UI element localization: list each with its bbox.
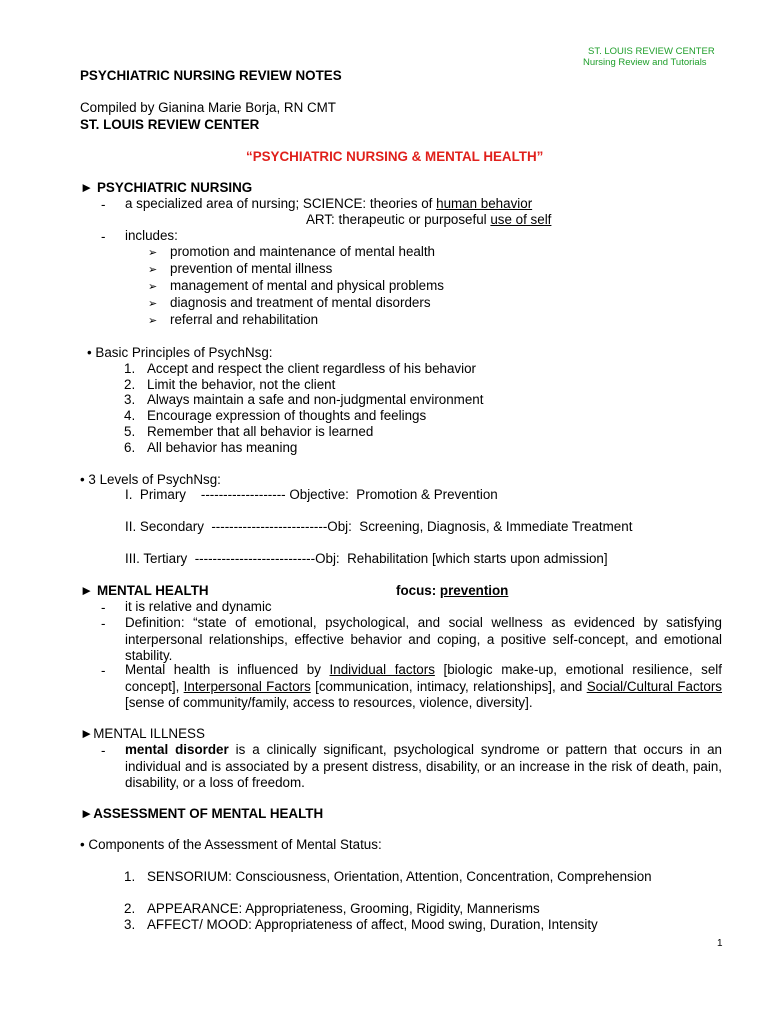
list-number: 1. <box>124 869 136 884</box>
influence-text: [sense of community/family, access to resources, violence, diversity]. <box>125 695 533 710</box>
includes-item: referral and rehabilitation <box>170 312 319 327</box>
dash-bullet: - <box>101 743 106 758</box>
level-item-tertiary: III. Tertiary ---------------------------Obj: Rehabilitation [which starts upon admission] <box>125 551 608 566</box>
individual-factors-term: Individual factors <box>329 662 435 677</box>
section-heading-assessment: ►ASSESSMENT OF MENTAL HEALTH <box>80 806 324 821</box>
social-cultural-factors-term: Social/Cultural Factors <box>586 678 722 694</box>
section-heading-mental-illness: ►MENTAL ILLNESS <box>80 726 205 741</box>
includes-label: includes: <box>125 228 178 243</box>
focus-label <box>396 583 508 599</box>
dash-bullet: - <box>101 229 106 244</box>
includes-item: diagnosis and treatment of mental disorders <box>170 295 431 310</box>
dash-bullet: - <box>101 663 106 678</box>
dash-bullet: - <box>101 616 106 631</box>
principle-item: Encourage expression of thoughts and feelings <box>147 408 427 423</box>
assessment-item-appearance: APPEARANCE: Appropriateness, Grooming, Rigidity, Mannerisms <box>147 901 540 916</box>
list-number: 6. <box>124 440 136 455</box>
arrow-bullet-icon: ➢ <box>148 247 158 259</box>
list-number: 4. <box>124 408 136 423</box>
document-title: PSYCHIATRIC NURSING REVIEW NOTES <box>80 68 342 83</box>
principles-heading: • Basic Principles of PsychNsg: <box>87 345 273 360</box>
interpersonal-factors-term: Interpersonal Factors <box>183 678 311 694</box>
principle-item: Accept and respect the client regardless of his behavior <box>147 361 476 376</box>
includes-item: prevention of mental illness <box>170 261 333 276</box>
dash-bullet: - <box>101 600 106 615</box>
focus-value: prevention <box>439 583 509 598</box>
principle-item: Always maintain a safe and non-judgmental environment <box>147 392 484 407</box>
list-number: 3. <box>124 917 136 932</box>
main-heading: “PSYCHIATRIC NURSING & MENTAL HEALTH” <box>246 149 544 164</box>
influence-text: [communication, intimacy, relationships], and <box>310 678 587 694</box>
arrow-bullet-icon: ➢ <box>148 281 158 293</box>
mental-health-item: it is relative and dynamic <box>125 599 272 614</box>
levels-heading: • 3 Levels of PsychNsg: <box>80 472 221 487</box>
influence-text: [biologic make-up, emotional resilience, self concept], <box>125 662 723 694</box>
list-number: 2. <box>124 377 136 392</box>
organization-name: ST. LOUIS REVIEW CENTER <box>80 117 260 132</box>
list-number: 1. <box>124 361 136 376</box>
principle-item: All behavior has meaning <box>147 440 298 455</box>
list-number: 2. <box>124 901 136 916</box>
compiled-by: Compiled by Gianina Marie Borja, RN CMT <box>80 100 336 115</box>
mental-disorder-definition <box>125 742 722 792</box>
principle-item: Limit the behavior, not the client <box>147 377 336 392</box>
dash-bullet: - <box>101 197 106 212</box>
science-term: human behavior <box>436 196 533 211</box>
arrow-bullet-icon: ➢ <box>148 315 158 327</box>
mental-health-definition: Definition: “state of emotional, psychological, and social wellness as evidenced by satisfying interpersonal relationships, effective behavior and coping, a positive self-concept, and emotional stability. <box>125 615 722 663</box>
art-text: ART: therapeutic or purposeful <box>306 212 491 227</box>
influence-text: Mental health is influenced by <box>125 662 330 677</box>
focus-text: focus: <box>396 583 440 598</box>
psych-nursing-definition <box>125 196 532 212</box>
mental-disorder-text: is a clinically significant, psychological syndrome or pattern that occurs in an individual and is associated by a present distress, disability, or an increase in the risk of death, pain, disability, or a loss of freedom. <box>125 742 722 790</box>
level-item-secondary: II. Secondary --------------------------Obj: Screening, Diagnosis, & Immediate Treatment <box>125 519 633 534</box>
assessment-item-affect: AFFECT/ MOOD: Appropriateness of affect, Mood swing, Duration, Intensity <box>147 917 598 932</box>
includes-item: promotion and maintenance of mental health <box>170 244 436 259</box>
mental-disorder-term: mental disorder <box>125 742 229 757</box>
section-heading-mental-health: ► MENTAL HEALTH <box>80 583 209 598</box>
psych-nursing-art <box>306 212 551 228</box>
arrow-bullet-icon: ➢ <box>148 298 158 310</box>
header-tagline: Nursing Review and Tutorials <box>583 57 707 68</box>
art-term: use of self <box>490 212 552 227</box>
section-heading-psychiatric-nursing: ► PSYCHIATRIC NURSING <box>80 180 253 195</box>
list-number: 3. <box>124 392 136 407</box>
definition-text: a specialized area of nursing; SCIENCE: theories of <box>125 196 437 211</box>
principle-item: Remember that all behavior is learned <box>147 424 374 439</box>
includes-item: management of mental and physical problems <box>170 278 444 293</box>
page-number: 1 <box>717 938 723 949</box>
assessment-components-label: • Components of the Assessment of Mental Status: <box>80 837 382 852</box>
header-center-name: ST. LOUIS REVIEW CENTER <box>588 46 715 57</box>
arrow-bullet-icon: ➢ <box>148 264 158 276</box>
mental-health-influences <box>125 662 722 712</box>
assessment-item-sensorium: SENSORIUM: Consciousness, Orientation, Attention, Concentration, Comprehension <box>147 869 652 884</box>
level-item-primary: I. Primary ------------------- Objective: Promotion & Prevention <box>125 487 498 502</box>
list-number: 5. <box>124 424 136 439</box>
